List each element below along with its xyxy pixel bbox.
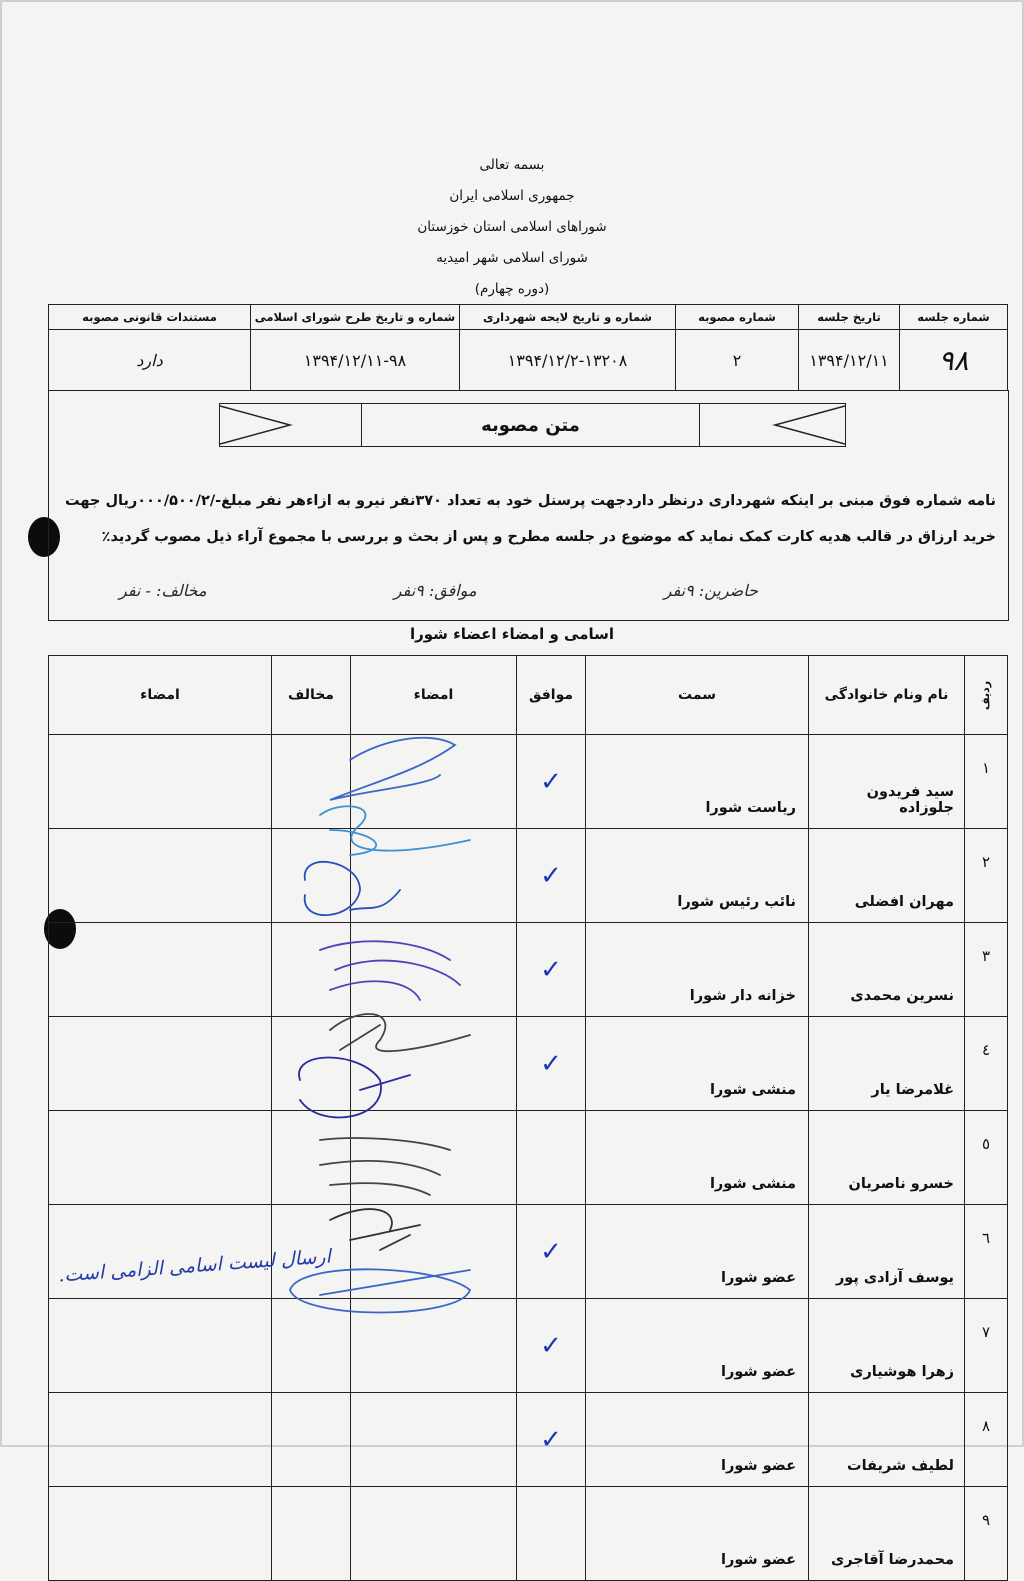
member-row — [49, 829, 1008, 923]
name-header: نام ونام خانوادگی — [809, 656, 965, 735]
member-signature2-cell — [49, 1299, 272, 1393]
member-name: لطیف شریفات — [809, 1393, 965, 1487]
header-line-5: (دوره چهارم) — [474, 281, 550, 297]
member-name: مهران افضلی — [809, 829, 965, 923]
member-row-number: ۷ — [965, 1299, 1008, 1393]
member-agree-mark: ✓ — [517, 1393, 586, 1487]
plan-ref-value: ۱۳۹۴/۱۲/۱۱-۹۸ — [251, 330, 460, 391]
member-name: زهرا هوشیاری — [809, 1299, 965, 1393]
member-agree-mark: ✓ — [517, 829, 586, 923]
session-info-value-row — [49, 330, 1008, 391]
legal-docs-value: دارد — [49, 330, 251, 391]
member-role: عضو شورا — [586, 1205, 809, 1299]
member-row — [49, 1205, 1008, 1299]
member-row — [49, 1393, 1008, 1487]
member-role: عضو شورا — [586, 1299, 809, 1393]
member-signature2-cell — [49, 735, 272, 829]
member-signature2-cell — [49, 1487, 272, 1581]
member-row-number: ٤ — [965, 1017, 1008, 1111]
members-header-row — [49, 656, 1008, 735]
session-number-value: ۹۸ — [900, 330, 1008, 391]
oppose-count: مخالف: - نفر — [119, 580, 207, 600]
member-name: محمدرضا آقاجری — [809, 1487, 965, 1581]
member-row — [49, 1299, 1008, 1393]
member-signature-cell — [351, 1205, 517, 1299]
member-row-number: ۸ — [965, 1393, 1008, 1487]
member-role: خزانه دار شورا — [586, 923, 809, 1017]
members-title: اسامی و امضاء اعضاء شورا — [409, 625, 615, 643]
member-oppose-cell — [272, 735, 351, 829]
member-name: غلامرضا یار — [809, 1017, 965, 1111]
session-number-header: شماره جلسه — [900, 305, 1008, 330]
agree-count: موافق: ۹نفر — [393, 580, 477, 600]
role-header: سمت — [586, 656, 809, 735]
left-arrow-ornament — [220, 404, 361, 446]
agree-header: موافق — [517, 656, 586, 735]
row-number-header-label: ردیف — [979, 680, 993, 710]
vote-summary — [119, 573, 758, 607]
member-row — [49, 923, 1008, 1017]
member-row — [49, 735, 1008, 829]
bill-ref-value: ۱۳۹۴/۱۲/۲-۱۳۲۰۸ — [460, 330, 676, 391]
resolution-text: نامه شماره فوق مبنی بر اینکه شهرداری درنظر داردجهت پرسنل خود به تعداد ۳۷۰نفر نیرو به ازاءهر نفر مبلغ-/۰۰۰/۵۰۰/۲ریال جهت خرید ارزاق در قالب هدیه کارت کمک نماید که موضوع در جلسه مطرح و پس از بحث و بررسی با مجموع آراء ذیل مصوب گردید٪ — [65, 493, 996, 545]
member-row-number: ۲ — [965, 829, 1008, 923]
member-agree-mark: ✓ — [517, 1205, 586, 1299]
member-row-number: ۳ — [965, 923, 1008, 1017]
signature-header: امضاء — [351, 656, 517, 735]
member-row-number: ۱ — [965, 735, 1008, 829]
member-agree-mark — [517, 1111, 586, 1205]
bill-ref-header: شماره و تاریخ لایحه شهرداری — [460, 305, 676, 330]
member-agree-mark: ✓ — [517, 1299, 586, 1393]
header-line-4: شورای اسلامی شهر امیدیه — [436, 250, 588, 266]
member-row — [49, 1487, 1008, 1581]
member-oppose-cell — [272, 1017, 351, 1111]
member-agree-mark — [517, 1487, 586, 1581]
member-name: نسرین محمدی — [809, 923, 965, 1017]
member-signature-cell — [351, 923, 517, 1017]
member-row — [49, 1111, 1008, 1205]
member-row-number: ۹ — [965, 1487, 1008, 1581]
member-oppose-cell — [272, 923, 351, 1017]
session-info-table — [48, 304, 1008, 391]
member-role: ریاست شورا — [586, 735, 809, 829]
member-signature2-cell — [49, 1393, 272, 1487]
session-info-header-row — [49, 305, 1008, 330]
member-role: نائب رئیس شورا — [586, 829, 809, 923]
resolution-title-banner — [219, 403, 846, 447]
member-oppose-cell — [272, 1111, 351, 1205]
member-role: عضو شورا — [586, 1393, 809, 1487]
member-row-number: ٥ — [965, 1111, 1008, 1205]
member-oppose-cell — [272, 829, 351, 923]
member-signature-cell — [351, 1017, 517, 1111]
member-signature-cell — [351, 1299, 517, 1393]
plan-ref-header: شماره و تاریخ طرح شورای اسلامی — [251, 305, 460, 330]
resolution-number-value: ۲ — [676, 330, 799, 391]
member-name: سید فریدون جلوزاده — [809, 735, 965, 829]
legal-docs-header: مستندات قانونی مصوبه — [49, 305, 251, 330]
member-signature-cell — [351, 735, 517, 829]
document-header — [0, 150, 1024, 305]
member-agree-mark: ✓ — [517, 1017, 586, 1111]
member-signature2-cell — [49, 1017, 272, 1111]
members-table — [48, 655, 1008, 1581]
present-count: حاضرین: ۹نفر — [663, 580, 758, 600]
right-arrow-ornament — [700, 404, 845, 446]
row-number-header — [965, 656, 1008, 735]
header-line-1: بسمه تعالی — [479, 157, 545, 173]
member-signature-cell — [351, 1487, 517, 1581]
member-signature2-cell — [49, 923, 272, 1017]
member-name: یوسف آزادی پور — [809, 1205, 965, 1299]
member-agree-mark: ✓ — [517, 735, 586, 829]
member-rows — [49, 735, 1008, 1581]
member-signature2-cell — [49, 829, 272, 923]
member-oppose-cell — [272, 1393, 351, 1487]
oppose-header: مخالف — [272, 656, 351, 735]
session-date-header: تاریخ جلسه — [799, 305, 900, 330]
member-agree-mark: ✓ — [517, 923, 586, 1017]
member-name: خسرو ناصریان — [809, 1111, 965, 1205]
header-line-2: جمهوری اسلامی ایران — [449, 188, 575, 204]
member-role: منشی شورا — [586, 1111, 809, 1205]
header-line-3: شوراهای اسلامی استان خوزستان — [417, 219, 607, 235]
member-oppose-cell — [272, 1299, 351, 1393]
handwritten-note: ارسال لیست اسامی الزامی است. — [57, 1245, 332, 1287]
member-role: عضو شورا — [586, 1487, 809, 1581]
member-oppose-cell — [272, 1487, 351, 1581]
member-row-number: ٦ — [965, 1205, 1008, 1299]
member-signature-cell — [351, 1111, 517, 1205]
signature2-header: امضاء — [49, 656, 272, 735]
member-role: منشی شورا — [586, 1017, 809, 1111]
session-date-value: ۱۳۹۴/۱۲/۱۱ — [799, 330, 900, 391]
resolution-title: متن مصوبه — [361, 404, 700, 446]
resolution-box — [48, 390, 1009, 621]
resolution-number-header: شماره مصوبه — [676, 305, 799, 330]
member-row — [49, 1017, 1008, 1111]
member-signature-cell — [351, 1393, 517, 1487]
member-signature-cell — [351, 829, 517, 923]
member-signature2-cell — [49, 1111, 272, 1205]
